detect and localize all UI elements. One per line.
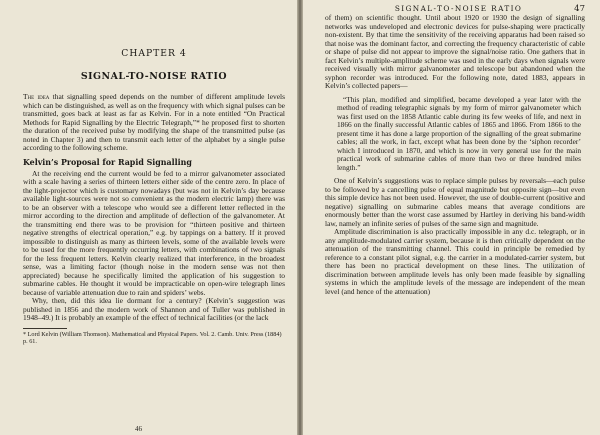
left-page — [0, 0, 297, 435]
footnote: * Lord Kelvin (William Thomson). Mathematical and Physical Papers. Vol. 2. Camb. Univ. Press (1884) p. 61. — [23, 330, 282, 345]
body-paragraph: At the receiving end the current would be fed to a mirror galvanometer associated with a scale having a series of thirteen letters either side of the centre zero. In place of the light-projector which is customary nowadays (but was not in Kelvin’s day because available light-sources were not so convenient as the modern electric lamp) there was to be an observer with a telescope who would see a different letter reflected in the mirror according to the direction and amplitude of deflection of the galvanometer. At the transmitting end there was to be provision for “thirteen positive and thirteen negative strengths of electrical operation,” e.g. by tappings on a battery. If it proved impossible to distinguish as many as thirteen levels, some of the available levels were to be used for the more frequently occurring letters, with combinations of two signals for the less frequent letters. Kelvin clearly realized that interference, in the broadest sense, was a limiting factor (though noise in the modern sense was not then appreciated) because he specifically limited the application of his suggestion to submarine cables. He thought it would be impracticable on open-wire telegraph lines because of variable attenuation due to rain and spiders’ webs. — [23, 168, 285, 297]
page-number: 47 — [574, 4, 585, 14]
footnote-rule — [23, 328, 67, 329]
chapter-title: SIGNAL-TO-NOISE RATIO — [80, 71, 228, 82]
body-paragraph: Why, then, did this idea lie dormant for a century? (Kelvin’s suggestion was published in 1856 and the modern work of Shannon and of Tuller was published in 1948–49.) It is probably an example of the effect of technical facilities (or the lack — [23, 296, 285, 322]
block-quote: “This plan, modified and simplified, became developed a year later with the method of reading telegraphic signals by my form of mirror galvanometer which was first used on the 1858 Atlantic cable during its few weeks of life, and next in 1866 on the finally successful Atlantic cables of 1865 and 1866. From 1866 to the present time it has done a large proportion of the signalling of the great submarine cables; all the work, in fact, except what has been done by the ‘siphon recorder’ which I introduced in 1870, and which is now in very general use for the main practical work of submarine cables of more than two or three hundred miles length.” — [337, 94, 581, 172]
body-paragraph: One of Kelvin’s suggestions was to replace simple pulses by reversals—each pulse to be followed by a cancelling pulse of equal magnitude but opposite sign—but even this simple device has not been used. However, the use of double-current (positive and negative) signalling on submarine cables means that average conditions are enormously better than the worst case assumed by Hartley in deriving his band-width law, namely an infinite series of pulses of the same sign and magnitude. — [325, 176, 585, 228]
body-paragraph: of them) on scientific thought. Until about 1920 or 1930 the design of signalling networks was undeveloped and electronic devices for pulse-shaping were practically non-existent. By that time the sensitivity of the receiving apparatus had been raised so that noise was the dominant factor, and correcting the frequency characteristic of cable or shape of pulse did not appear to improve the signal/noise ratio. One gathers that in fact Kelvin’s multiple-amplitude scheme was used in the early days when signals were received visually with mirror galvanometer and telescope but abandoned when the syphon recorder was introduced. For the following note, dated 1883, appears in Kelvin’s collected papers— — [325, 13, 585, 90]
opening-words: The idea — [23, 92, 50, 101]
section-heading: Kelvin’s Proposal for Rapid Signalling — [23, 157, 192, 167]
opening-paragraph-text: that signalling speed depends on the number of different amplitude levels which can be distinguished, as well as on the frequency with which signal pulses can be transmitted, goes back at least as far as Kelvin. For in a note entitled “On Practical Methods for Rapid Signalling by the Electric Telegraph,”* he proposed first to shorten the duration of the received pulse by modifying the shape of the transmitted pulse (as noted in Chapter 3) and then to transmit each letter of the alphabet by a single pulse according to the following scheme. — [23, 92, 286, 152]
running-head-title: SIGNAL-TO-NOISE RATIO — [394, 4, 523, 13]
right-page — [303, 0, 600, 435]
body-paragraph: Amplitude discrimination is also practically impossible in any d.c. telegraph, or in any amplitude-modulated carrier system, because it is then critically dependent on the attenuation of the transmitting channel. This could in principle be remedied by reference to a constant pilot signal, e.g. the carrier in a modulated-carrier system, but there has been no practical development on these lines. The utilization of discrimination between amplitude levels has only been made feasible by signalling systems in which the amplitude levels of the message are independent of the mean level (and hence of the attenuation) — [325, 227, 585, 296]
chapter-label: CHAPTER 4 — [121, 48, 187, 59]
opening-paragraph — [23, 93, 285, 153]
page-number: 46 — [135, 425, 142, 433]
